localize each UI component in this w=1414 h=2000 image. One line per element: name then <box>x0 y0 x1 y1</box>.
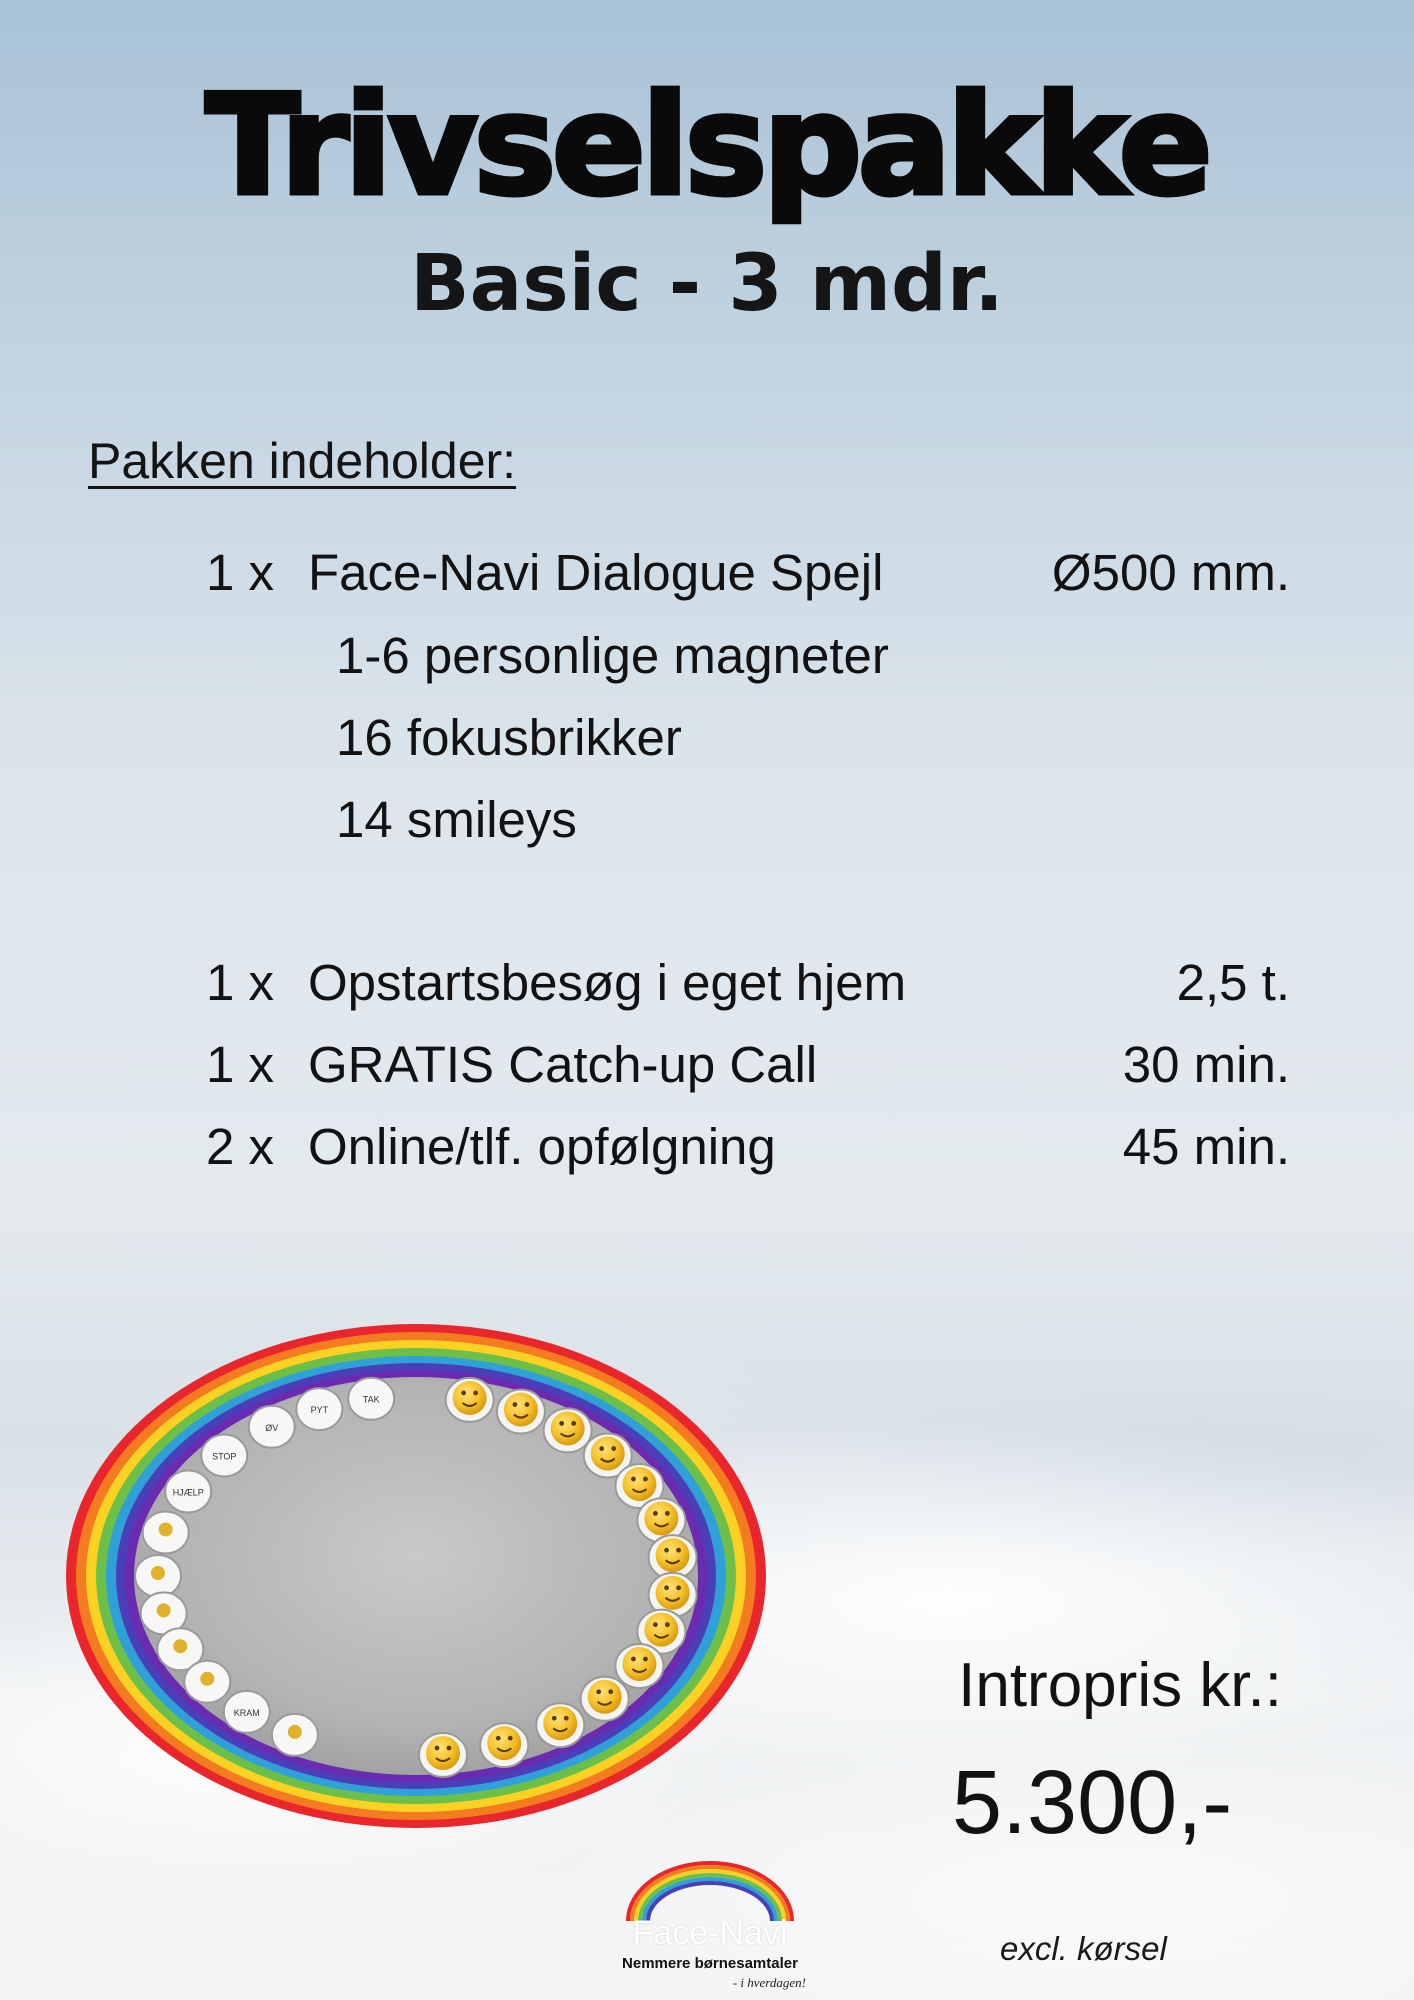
smiley-magnet <box>615 1644 663 1688</box>
magnet-disc <box>272 1714 318 1756</box>
smiley-magnet <box>419 1733 467 1777</box>
smiley-magnet <box>497 1390 545 1434</box>
mirror-product-image <box>60 1316 772 1830</box>
magnet-label: STOP <box>212 1451 237 1462</box>
page-title: Trivselspakke <box>205 65 1209 226</box>
logo-tagline: Nemmere børnesamtaler <box>622 1955 798 1972</box>
package-item-mirror <box>0 543 1414 613</box>
magnet-disc <box>184 1661 230 1703</box>
magnet-disc <box>143 1511 189 1553</box>
item-description: Opstartsbesøg i eget hjem <box>308 954 907 1011</box>
price-label: Intropris kr.: <box>958 1651 1282 1720</box>
magnet-label: TAK <box>362 1394 380 1405</box>
magnet-disc <box>165 1470 211 1512</box>
item-quantity: 1 x <box>205 1036 274 1093</box>
price-value: 5.300,- <box>952 1753 1233 1853</box>
package-item-startup-visit <box>0 953 1414 1023</box>
face-navi-logo <box>600 1855 820 1995</box>
magnet-label: KRAM <box>233 1707 260 1718</box>
item-quantity: 2 x <box>205 1118 274 1175</box>
mirror-extra-focus-chips: 16 fokusbrikker <box>336 709 682 766</box>
item-value: Ø500 mm. <box>1051 544 1290 601</box>
smiley-magnet <box>536 1703 584 1747</box>
contents-heading: Pakken indeholder: <box>88 433 517 489</box>
magnet-disc <box>249 1406 295 1448</box>
logo-slogan: - i hverdagen! <box>732 1975 806 1990</box>
magnet-disc <box>296 1388 342 1430</box>
item-description: GRATIS Catch-up Call <box>308 1036 818 1093</box>
mirror-extra-magnets: 1-6 personlige magneter <box>336 627 889 684</box>
smiley-magnet <box>544 1408 592 1452</box>
logo-name: Face-Navi <box>632 1914 788 1952</box>
smiley-magnet <box>480 1723 528 1767</box>
price-note: excl. kørsel <box>1000 1930 1167 1967</box>
magnet-disc <box>224 1691 270 1733</box>
mirror-extra-smileys: 14 smileys <box>336 791 577 848</box>
smiley-magnet <box>581 1677 629 1721</box>
magnet-label: PYT <box>310 1405 329 1416</box>
smiley-magnet <box>446 1378 494 1422</box>
item-quantity: 1 x <box>205 544 274 601</box>
magnet-label: HJÆLP <box>172 1487 204 1498</box>
page-subtitle: Basic - 3 mdr. <box>410 239 1004 329</box>
item-quantity: 1 x <box>205 954 274 1011</box>
magnet-disc <box>201 1435 247 1477</box>
item-value: 2,5 t. <box>1176 954 1290 1011</box>
item-value: 30 min. <box>1122 1036 1290 1093</box>
item-description: Face-Navi Dialogue Spejl <box>308 544 884 601</box>
package-item-follow-up <box>0 1117 1414 1187</box>
package-item-catch-up-call <box>0 1035 1414 1105</box>
item-description: Online/tlf. opfølgning <box>308 1118 776 1175</box>
magnet-disc <box>135 1555 181 1597</box>
magnet-label: ØV <box>265 1422 279 1433</box>
magnet-disc <box>348 1378 394 1420</box>
item-value: 45 min. <box>1122 1118 1290 1175</box>
